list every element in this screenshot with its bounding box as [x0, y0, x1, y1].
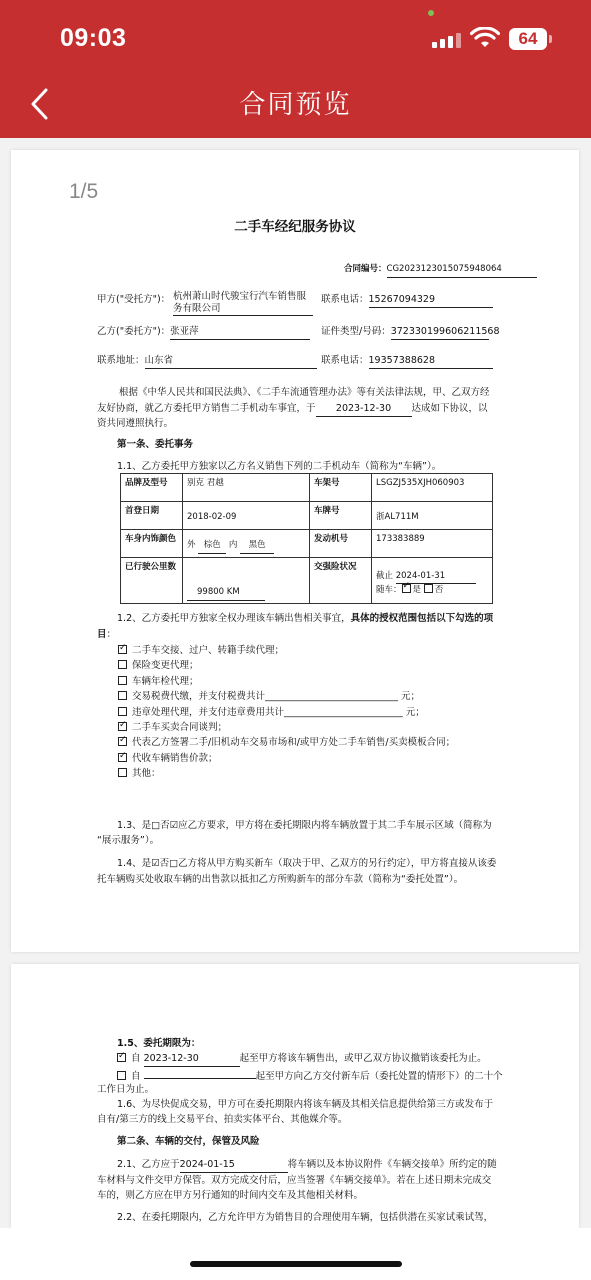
- document-page-1: 1/5 二手车经纪服务协议 合同编号：CG2023123015075948064 甲方("受托方")： 杭州萧山时代骏宝行汽车销售服 务有限公司 联系电话：15267094329 乙方("委托方")：张亚萍 证件类型/号码：372330199606211568 联系地址：山东省 联系电话：19357388628 根据《中华人民共和国民法典》、《二手车流通管理办法》等有关法律法规，甲、乙双方经 友好协商，就乙方委托甲方销售二手机动车事宜，于 2023-12-30 达成如下协议，以 资共同遵照执行。 第一条、委托事务 1.1、乙方委托甲方独家以乙方名义销售下列的二手机动车（简称为“车辆”）。 品牌及型号 别克 君越 车架号 LSGZJ535XJH060903 首登日期 2018-02-09 车牌号 浙AL711M 车身内饰颜色 外 棕色 内 黑色 发动机号 173383889 已行驶公里数 99800 KM 交强险状况 截止 2024-01-31 随车：✓ 是 否 1.2、乙方委托甲方独家全权办理该车辆出售相关事宜，具体的授权范围包括以下勾选的项 目： ✓ 二手车交接、过户、转籍手续代理； 保险变更代理； 车辆年检代理； 交易税费代缴，并支付税费共计____________________________ 元； 违章处理代理，并支付违章费用共计_________________________ 元； ✓ 二手车买卖合同谈判； ✓ 代表乙方签署二手/旧机动车交易市场和/或甲方处二手车销售/买卖模板合同； ✓ 代收车辆销售价款； 其他： 1.3、是□否☑应乙方要求，甲方将在委托期限内将车辆放置于其二手车展示区域（简称为 “展示服务”）。 1.4、是☑否□乙方将从甲方购买新车（取决于甲、乙双方的另行约定），甲方将直接从该委 托车辆购买处收取车辆的出售款以抵扣乙方所购新车的部分车款（简称为“委托处置”）。: [11, 150, 579, 952]
- page-number: 1/5: [69, 180, 99, 203]
- insurance-yes-checkbox[interactable]: [402, 584, 411, 593]
- document-page-2: 1.5、委托期限为： ✓ 自 2023-12-30 起至甲方将该车辆售出，或甲乙双方协议撤销该委托为止。 自 起至甲方向乙方交付新车后（委托处置的情形下）的二十个 工作日为止。 1.6、为尽快促成交易，甲方可在委托期限内将该车辆及其相关信息提供给第三方或发布于 自有/第三方的线上交易平台、拍卖实体平台、其他媒介等。 第二条、车辆的交付，保管及风险 2.1、乙方应于2024-01-15 将车辆以及本协议附件《车辆交接单》所约定的随 车材料与文件交甲方保管。双方完成交付后，应当签署《车辆交接单》。若在上述日期未完成交 车的，则乙方应在甲方另行通知的时间内交车及其他相关材料。 2.2、在委托期限内，乙方允许甲方为销售目的合理使用车辆，包括供潜在买家试乘试驾，: [11, 964, 579, 1228]
- contract-no-label: 合同编号：: [344, 264, 387, 274]
- address-label: 联系地址：: [97, 355, 145, 366]
- checklist-item[interactable]: ✓ 代表乙方签署二手/旧机动车交易市场和/或甲方处二手车销售/买卖模板合同；: [118, 735, 455, 750]
- clause-1-4-line-1: 1.4、是☑否□乙方将从甲方购买新车（取决于甲、乙双方的另行约定），甲方将直接从该委: [117, 858, 497, 869]
- clause-1-6-line-1: 1.6、为尽快促成交易，甲方可在委托期限内将该车辆及其相关信息提供给第三方或发布于: [117, 1099, 494, 1110]
- clause-1-6-line-2: 自有/第三方的线上交易平台、拍卖实体平台、其他媒介等。: [97, 1114, 348, 1125]
- clause-1-5-title: 1.5、委托期限为：: [117, 1038, 201, 1049]
- checklist-checkbox[interactable]: [118, 645, 127, 654]
- battery-indicator: 64: [509, 28, 547, 50]
- clause-1-1: 1.1、乙方委托甲方独家以乙方名义销售下列的二手机动车（简称为“车辆”）。: [117, 461, 442, 472]
- phone-label-b: 联系电话：: [321, 355, 369, 366]
- wifi-icon: [470, 27, 500, 49]
- bottom-safe-area: [0, 1228, 591, 1280]
- party-b-id: 372330199606211568: [391, 324, 489, 340]
- insurance-no-checkbox[interactable]: [424, 584, 433, 593]
- color-value: 外 棕色 内 黑色: [183, 530, 310, 558]
- insurance-value: 截止 2024-01-31 随车：✓ 是 否: [372, 558, 493, 604]
- party-b-address: 山东省: [145, 353, 317, 369]
- article-1-title: 第一条、委托事务: [117, 439, 194, 450]
- checklist-item[interactable]: 其他：: [118, 766, 455, 781]
- checklist-checkbox[interactable]: [118, 722, 127, 731]
- term-option-a-checkbox[interactable]: [117, 1053, 126, 1062]
- brand-label: 品牌及型号: [121, 474, 183, 502]
- intro-date: 2023-12-30: [316, 401, 412, 417]
- page-title: 合同预览: [239, 90, 352, 120]
- clause-1-3-line-1: 1.3、是□否☑应乙方要求，甲方将在委托期限内将车辆放置于其二手车展示区域（简称为: [117, 820, 492, 831]
- checklist-checkbox[interactable]: [118, 676, 127, 685]
- clause-2-1-line-3: 车的，则乙方应在甲方另行通知的时间内交车及其他相关材料。: [97, 1190, 364, 1201]
- app-header: [0, 0, 591, 138]
- checklist-checkbox[interactable]: [118, 768, 127, 777]
- authorization-checklist: [118, 643, 455, 782]
- checklist-item[interactable]: ✓ 二手车交接、过户、转籍手续代理；: [118, 643, 455, 658]
- contract-no: CG2023123015075948064: [387, 262, 537, 278]
- party-a-label: 甲方("受托方")：: [97, 294, 171, 305]
- reg-value: 2018-02-09: [183, 502, 310, 530]
- clause-1-5-option-a: ✓ 自 2023-12-30 起至甲方将该车辆售出，或甲乙双方协议撤销该委托为止。: [117, 1051, 487, 1067]
- checklist-checkbox[interactable]: [118, 660, 127, 669]
- phone-label: 联系电话：: [321, 294, 369, 305]
- party-b-phone: 19357388628: [369, 353, 493, 369]
- party-b-name: 张亚萍: [170, 324, 310, 340]
- clause-2-1-line-2: 车材料与文件交甲方保管。双方完成交付后，应当签署《车辆交接单》。若在上述日期未完成交: [97, 1175, 492, 1186]
- id-label: 证件类型/号码：: [321, 326, 391, 337]
- status-time: 09:03: [60, 24, 127, 52]
- insurance-label: 交强险状况: [310, 558, 372, 604]
- brand-value: 别克 君越: [183, 474, 310, 502]
- clause-1-4-line-2: 托车辆购买处收取车辆的出售款以抵扣乙方所购新车的部分车款（简称为“委托处置”）。: [97, 874, 464, 885]
- checklist-item[interactable]: ✓ 代收车辆销售价款；: [118, 751, 455, 766]
- checklist-item[interactable]: 违章处理代理，并支付违章费用共计_________________________ 元；: [118, 705, 455, 720]
- party-b-label: 乙方("委托方")：: [97, 326, 171, 337]
- clause-2-2-line-1: 2.2、在委托期限内，乙方允许甲方为销售目的合理使用车辆，包括供潜在买家试乘试驾，: [117, 1212, 494, 1223]
- signal-icon: [432, 32, 462, 48]
- engine-value: 173383889: [372, 530, 493, 558]
- checklist-checkbox[interactable]: [118, 707, 127, 716]
- clause-2-1-line-1: 2.1、乙方应于2024-01-15 将车辆以及本协议附件《车辆交接单》所约定的随: [117, 1157, 497, 1173]
- checklist-checkbox[interactable]: [118, 691, 127, 700]
- checklist-item[interactable]: ✓ 二手车买卖合同谈判；: [118, 720, 455, 735]
- clause-1-5-option-b: 自 起至甲方向乙方交付新车后（委托处置的情形下）的二十个: [117, 1067, 503, 1084]
- reg-label: 首登日期: [121, 502, 183, 530]
- term-option-b-checkbox[interactable]: [117, 1071, 126, 1080]
- vehicle-table: [120, 473, 493, 604]
- mileage-label: 已行驶公里数: [121, 558, 183, 604]
- vin-label: 车架号: [310, 474, 372, 502]
- home-indicator[interactable]: [190, 1261, 402, 1267]
- plate-label: 车牌号: [310, 502, 372, 530]
- intro-line-3: 资共同遵照执行。: [97, 418, 174, 429]
- checklist-checkbox[interactable]: [118, 753, 127, 762]
- clause-1-3-line-2: “展示服务”）。: [97, 835, 160, 846]
- plate-value: 浙AL711M: [372, 502, 493, 530]
- document-title: 二手车经纪服务协议: [234, 219, 356, 235]
- engine-label: 发动机号: [310, 530, 372, 558]
- camera-indicator: [428, 10, 434, 16]
- intro-line-1: 根据《中华人民共和国民法典》、《二手车流通管理办法》等有关法律法规，甲、乙双方经: [119, 387, 490, 398]
- vin-value: LSGZJ535XJH060903: [372, 474, 493, 502]
- checklist-item[interactable]: 保险变更代理；: [118, 658, 455, 673]
- checklist-checkbox[interactable]: [118, 737, 127, 746]
- clause-1-2: 1.2、乙方委托甲方独家全权办理该车辆出售相关事宜，具体的授权范围包括以下勾选的项: [117, 613, 494, 624]
- mileage-value: 99800 KM: [183, 558, 310, 604]
- checklist-item[interactable]: 车辆年检代理；: [118, 674, 455, 689]
- article-2-title: 第二条、车辆的交付，保管及风险: [117, 1136, 260, 1147]
- party-a-name: 杭州萧山时代骏宝行汽车销售服 务有限公司: [173, 291, 313, 316]
- intro-line-2: 友好协商，就乙方委托甲方销售二手机动车事宜，于 2023-12-30 达成如下协议，以: [97, 401, 488, 417]
- party-a-phone: 15267094329: [369, 292, 493, 308]
- checklist-item[interactable]: 交易税费代缴，并支付税费共计____________________________ 元；: [118, 689, 455, 704]
- color-label: 车身内饰颜色: [121, 530, 183, 558]
